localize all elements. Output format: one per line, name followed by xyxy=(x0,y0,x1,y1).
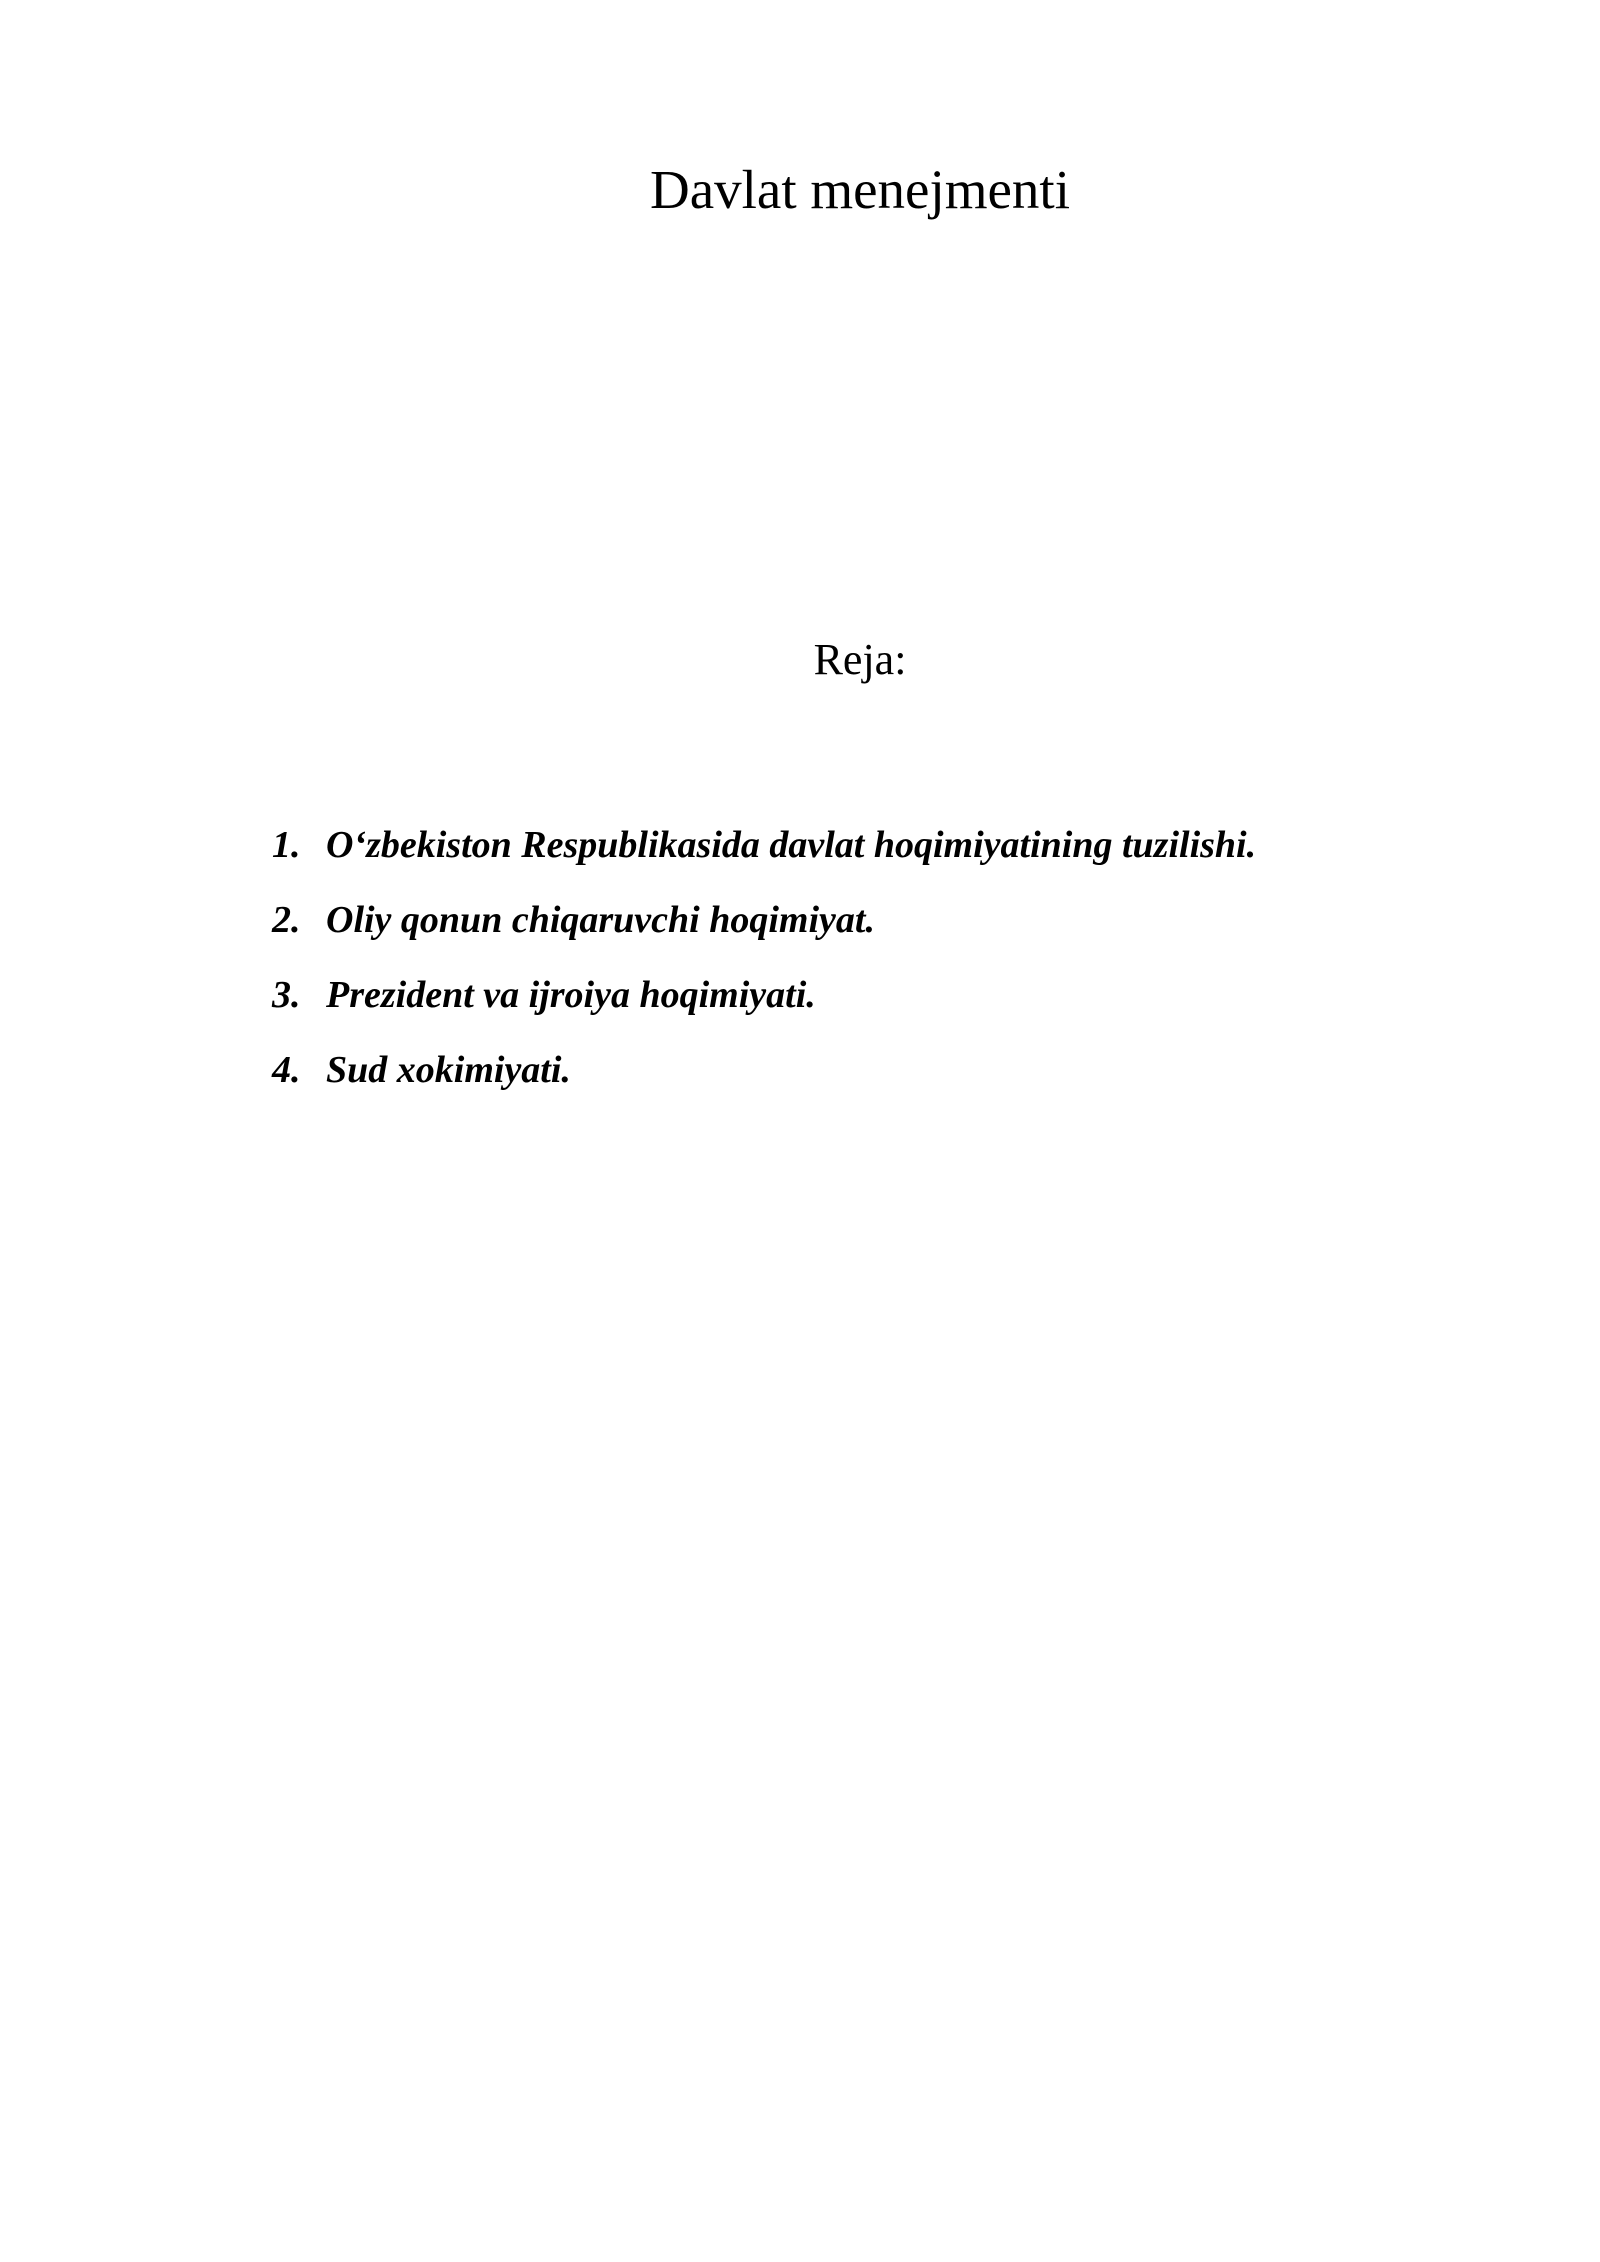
plan-item-number: 3. xyxy=(272,974,301,1016)
document-title: Davlat menejmenti xyxy=(650,159,1070,220)
plan-item-number: 1. xyxy=(272,824,301,866)
plan-item-number: 4. xyxy=(272,1049,301,1091)
plan-item xyxy=(272,1033,1472,1108)
plan-item xyxy=(272,883,1472,958)
plan-heading: Reja: xyxy=(813,635,907,684)
plan-item-text: Prezident va ijroiya hoqimiyati. xyxy=(326,974,816,1016)
plan-list xyxy=(272,808,1472,1108)
plan-item-text: O‘zbekiston Respublikasida davlat hoqimiyatining tuzilishi. xyxy=(326,824,1257,866)
plan-item-number: 2. xyxy=(272,899,301,941)
plan-item-text: Oliy qonun chiqaruvchi hoqimiyat. xyxy=(326,899,875,941)
plan-item xyxy=(272,808,1472,883)
plan-item-text: Sud xokimiyati. xyxy=(326,1049,571,1091)
plan-item xyxy=(272,958,1472,1033)
